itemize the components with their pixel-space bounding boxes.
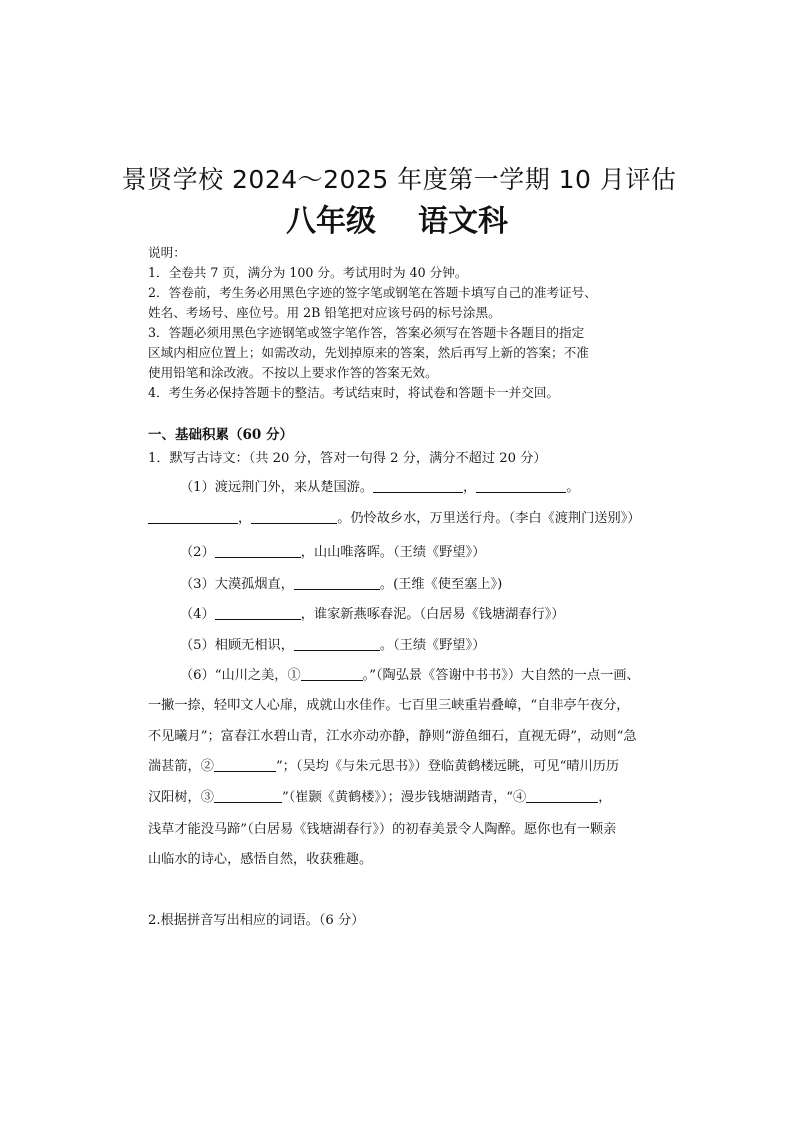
grade-label: 八年级 — [286, 204, 376, 239]
answer-blank[interactable] — [294, 636, 380, 651]
answer-blank[interactable] — [476, 478, 566, 493]
question-1-item-6-line-2: 一撇一捺，轻叩文人心扉，成就山水佳作。七百里三峡重岩叠嶂，“自非亭午夜分， — [148, 698, 630, 713]
question-1-item-1-line-1 — [148, 478, 685, 498]
item-text: （5）相顾无相识， — [180, 638, 294, 653]
instruction-line: 3．答题必须用黑色字迹钢笔或签字笔作答，答案必须写在答题卡各题目的指定 — [148, 325, 585, 340]
instruction-line: 4．考生务必保持答题卡的整洁。考试结束时，将试卷和答题卡一并交回。 — [148, 385, 560, 400]
instruction-line: 2．答卷前，考生务必用黑色字迹的签字笔或钢笔在答题卡填写自己的准考证号、 — [148, 285, 597, 300]
question-1-item-1-line-2 — [148, 509, 653, 529]
answer-blank[interactable] — [215, 543, 301, 558]
instructions-heading: 说明： — [148, 245, 186, 260]
question-1-item-3 — [148, 575, 685, 595]
question-1-item-6-line-7: 山临水的诗心，感悟自然，收获雅趣。 — [148, 852, 373, 867]
item-text: （6）“山川之美，① — [180, 668, 301, 683]
subject-label: 语文科 — [418, 204, 508, 239]
answer-blank[interactable] — [294, 575, 380, 590]
answer-blank[interactable] — [148, 509, 238, 524]
item-text: （3）大漠孤烟直， — [180, 577, 294, 592]
question-1-item-6-line-5 — [148, 788, 653, 808]
item-text: ， — [598, 790, 612, 805]
item-text: 。”（陶弘景《答谢中书书》）大自然的一点一画、 — [362, 668, 640, 683]
question-2-stem: 2.根据拼音写出相应的词语。（6 分） — [148, 913, 365, 928]
item-text: 。 — [566, 480, 580, 495]
question-1-item-2 — [148, 543, 685, 563]
answer-blank[interactable] — [251, 509, 337, 524]
instruction-line: 1．全卷共 7 页，满分为 100 分。考试用时为 40 分钟。 — [148, 265, 468, 280]
item-text: 。(王维《使至塞上》) — [379, 577, 503, 592]
instruction-line: 姓名、考场号、座位号。用 2B 铅笔把对应该号码的标号涂黑。 — [148, 305, 501, 320]
item-text: ”；（吴均《与朱元思书》）登临黄鹤楼远眺，可见“晴川历历 — [275, 759, 620, 774]
exam-title: 景贤学校 2024～2025 年度第一学期 10 月评估 — [121, 165, 677, 194]
item-text: ， — [463, 480, 477, 495]
section-heading: 一、基础积累（60 分） — [148, 427, 293, 443]
exam-subtitle — [0, 202, 794, 242]
item-text: 湍甚箭，② — [148, 759, 214, 774]
question-1-item-6-line-4 — [148, 757, 653, 777]
answer-blank[interactable] — [526, 788, 598, 803]
item-text: ， — [238, 511, 252, 526]
item-text: ，谁家新燕啄春泥。（白居易《钱塘湖春行》） — [300, 607, 565, 622]
answer-blank[interactable] — [214, 788, 282, 803]
question-1-item-6-line-3: 不见曦月”；富春江水碧山青，江水亦动亦静，静则“游鱼细石，直视无碍”，动则“急 — [148, 729, 637, 744]
item-text: ”（崔颢《黄鹤楼》）；漫步钱塘湖踏青，“④ — [281, 790, 527, 805]
answer-blank[interactable] — [215, 605, 301, 620]
item-text: 。（王绩《野望》） — [379, 638, 486, 653]
answer-blank[interactable] — [373, 478, 463, 493]
question-1-item-6-line-1 — [148, 666, 685, 686]
instructions — [148, 243, 648, 403]
item-text: 。仍怜故乡水，万里送行舟。（李白《渡荆门送别》） — [337, 511, 641, 526]
instruction-line: 使用铅笔和涂改液。不按以上要求作答的答案无效。 — [148, 365, 438, 380]
instruction-line: 区域内相应位置上；如需改动，先划掉原来的答案，然后再写上新的答案；不准 — [148, 345, 589, 360]
answer-blank[interactable] — [214, 757, 276, 772]
question-1-item-5 — [148, 636, 685, 656]
item-text: （2） — [180, 545, 215, 560]
answer-blank[interactable] — [301, 666, 363, 681]
item-text: （1）渡远荆门外，来从楚国游。 — [180, 480, 374, 495]
question-1-item-6-line-6: 浅草才能没马蹄”（白居易《钱塘湖春行》）的初春美景令人陶醉。愿你也有一颗亲 — [148, 822, 617, 837]
question-1-item-4 — [148, 605, 685, 625]
item-text: 汉阳树，③ — [148, 790, 214, 805]
item-text: ，山山唯落晖。（王绩《野望》） — [300, 545, 486, 560]
question-1-stem: 1．默写古诗文：（共 20 分，答对一句得 2 分，满分不超过 20 分） — [148, 451, 547, 466]
item-text: （4） — [180, 607, 215, 622]
